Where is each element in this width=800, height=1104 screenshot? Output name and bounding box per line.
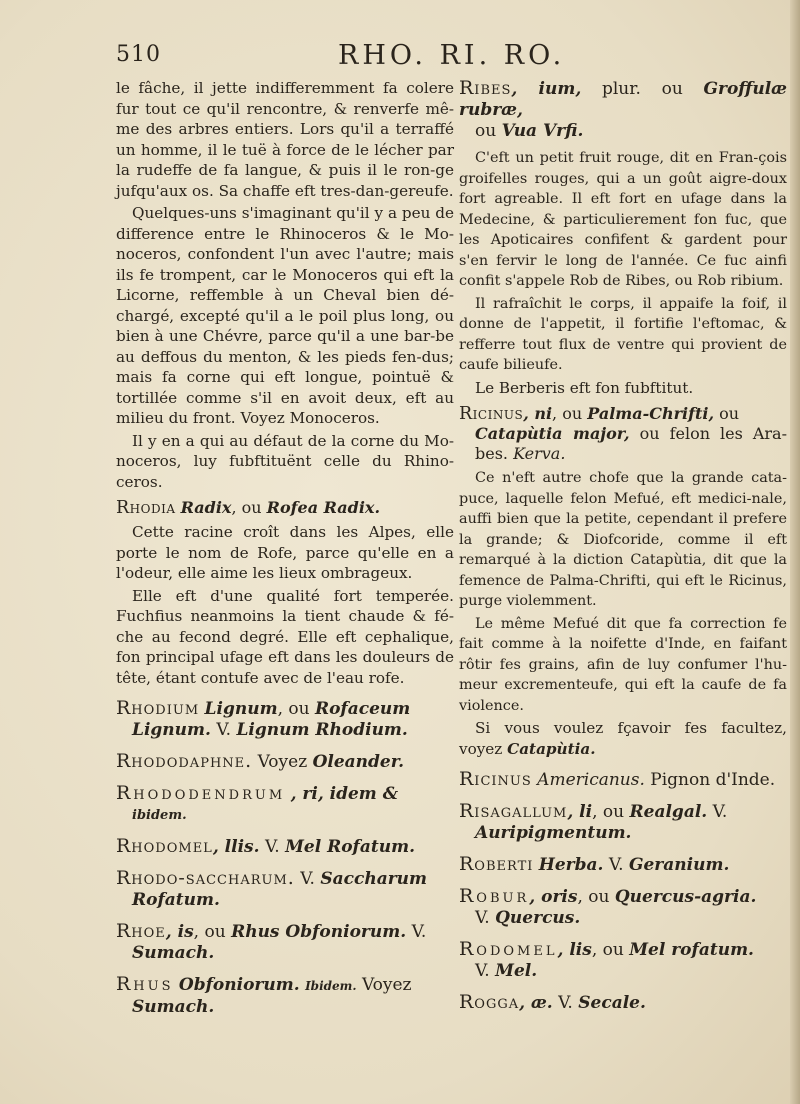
page-number: 510 [116,42,161,67]
dictionary-entry-rhodia [116,498,454,518]
entry-text: Voyez [257,752,308,772]
dictionary-entry-rodomel [459,939,787,982]
entry-text: V. [411,922,427,942]
entry-latin: Americanus. [537,770,645,790]
entry-latin: Geranium. [628,855,730,875]
entry-latin: , is [165,922,194,942]
entry-latin: , ium, [511,79,582,99]
entry-latin: ibidem. [132,808,187,823]
entry-latin: Herba. [538,855,604,875]
headword: Ribes [459,77,512,99]
dictionary-entry-ricinus-americanus [459,769,787,791]
dictionary-entry-rhodo-saccharum [116,868,454,911]
entry-latin: Radix [180,498,232,517]
headword: Robur [459,885,530,907]
headword: Rhodium [116,697,200,719]
entry-latin: , ri, idem & [290,784,399,804]
entry-text: , ou [552,404,583,423]
paragraph: Cette racine croît dans les Alpes, elle porte le nom de Rofe, parce qu'elle en a l'odeur, elle aime les lieux ombrageux. [116,523,454,582]
entry-latin: Lignum [204,699,278,719]
headword: Rodomel [459,938,558,960]
paragraph-text: Si vous voulez fçavoir fes facultez, voyez [459,719,787,758]
entry-text: V. [475,908,490,928]
entry-latin: Mel Rofatum. [285,837,415,857]
headword: Rhododaphne. [116,750,253,772]
headword: Risagallum [459,800,568,822]
dictionary-entry-rhodomel [116,836,454,858]
entry-text: V. [475,961,490,981]
paragraph: Quelques-uns s'imaginant qu'il y a peu de difference entre le Rhinoceros & le Mo-noceros, confondent l'un avec l'autre; mais ils fe trompent, car le Monoceros qui eft la Licorne, reffemble à un Cheval bien dé-chargé, excepté qu'il a le poil plus long, ou bien à une Chévre, parce qu'il a une bar-be au deffous du menton, & les pieds fen-dus; mais fa corne qui eft longue, pointuë & tortillée comme s'il en avoit deux, eft au milieu du front. Voyez Monoceros. [116,204,454,427]
entry-text: , ou [231,498,262,517]
entry-latin: , oris [529,887,578,907]
paragraph: Le Berberis eft fon fubftitut. [475,378,694,397]
entry-text: , ou [193,922,226,942]
entry-text: V. [558,993,573,1013]
right-column [459,78,787,1020]
dictionary-entry-rhoe [116,921,454,964]
headword: Roberti [459,853,534,875]
entry-text: ou [475,121,497,141]
entry-text: plur. ou [601,79,683,99]
headword: Ricinus [459,404,524,424]
dictionary-entry-rhododaphne [116,751,454,773]
entry-text: Voyez [361,975,412,995]
entry-latin: Mel rofatum. [629,940,754,960]
paragraph: Il y en a qui au défaut de la corne du Mo-noceros, luy fubftituënt celle du Rhino-ceros. [116,431,454,491]
headword: Rhodo-saccharum. [116,867,295,889]
headword: Rhoe [116,920,166,942]
entry-latin: Quercus-agria. [614,887,757,907]
dictionary-entry-robur [459,886,787,929]
paragraph: le fâche, il jette indifferemment fa colere fur tout ce qu'il rencontre, & renverfe mê-me des arbres entiers. Lors qu'il a terraffé un homme, il le tuë à force de le lécher par la rudeffe de fa langue, & puis il le ron-ge jufqu'aux os. Sa chaffe eft tres-dan-gereufe. [116,79,454,200]
entry-text: Pignon d'Inde. [650,770,776,790]
dictionary-entry-roberti [459,854,787,876]
entry-latin: Rhus Obfoniorum. [231,922,407,942]
entry-latin: Obfoniorum. [178,975,300,995]
paragraph: C'eft un petit fruit rouge, dit en Fran-çois groifelles rouges, qui a un goût aigre-doux fort agreable. Il eft fort en ufage dans la Medecine, & particulierement fon fuc, que les Apoticaires confifent & gardent pour s'en fervir le long de l'année. Ce fuc ainfi confit s'appele Rob de Ribes, ou Rob ribium. [459,150,787,289]
headword: Rogga [459,991,520,1013]
headword: Rhodia [116,498,176,518]
entry-text: , ou [577,887,610,907]
page-gutter [790,0,800,1104]
entry-latin: , llis. [212,837,260,857]
running-head: RHO. RI. RO. [338,40,566,71]
entry-latin: , lis [557,940,592,960]
dictionary-entry-ricinus [459,404,787,464]
entry-latin: Mel. [495,961,538,981]
entry-latin: Kerva. [513,444,566,463]
cross-reference: Catapùtia. [507,739,596,758]
entry-latin: Lignum. [132,720,211,740]
entry-latin: Saccharum [320,869,428,889]
entry-latin: Lignum Rhodium. [236,720,408,740]
paragraph: Ce n'eft autre chofe que la grande cata-puce, laquelle felon Mefué, eft medici-nale, auffi bien que la petite, cependant il prefere la grande; & Diofcoride, comme il eft remarqué à la diction Catapùtia, dit que la femence de Palma-Chrifti, qui eft le Ricinus, purge violemment. [459,470,787,609]
dictionary-entry-rhus [116,974,454,1018]
entry-latin: Rofatum. [132,890,220,910]
entry-text: V. [300,869,315,889]
entry-latin: Vua Vrfi. [501,121,584,141]
entry-latin: Sumach. [132,997,215,1017]
entry-latin: Groffulæ rubræ, [459,79,787,120]
entry-latin: , li [567,802,593,822]
headword: Rhodomel [116,835,213,857]
entry-text: V. [264,837,280,857]
entry-latin: Quercus. [495,908,581,928]
entry-latin: Auripigmentum. [475,823,632,843]
headword: Ricinus [459,768,532,790]
entry-latin: Rofea Radix. [266,498,381,517]
entry-text: , ou [592,802,625,822]
dictionary-entry-rhodium [116,698,454,741]
page-header [116,38,770,78]
dictionary-entry-rhododendrum [116,783,454,826]
paragraph: Elle eft d'une qualité fort temperée. Fuchfius neanmoins la tient chaude & fé-che au fecond degré. Elle eft cephalique, fon principal ufage eft dans les douleurs de tête, étant contufe avec de l'eau rofe. [116,586,454,687]
entry-text: V. [608,855,624,875]
paragraph [459,718,787,759]
headword: Rhus [116,973,174,995]
entry-text: V. [216,720,232,740]
entry-latin: Rofaceum [314,699,411,719]
paragraph: Le même Mefué dit que fa correction fe fait comme à la noifette d'Inde, en faifant rôtir fes grains, afin de luy confumer l'hu-meur excrementeufe, qui eft la caufe de fa violence. [459,615,787,714]
dictionary-entry-ribes [459,78,787,142]
paragraph: Il rafraîchit le corps, il appaife la foif, il donne de l'appetit, il fortifie l'eftomac, & refferre tout flux de ventre qui provient de caufe bilieufe. [459,295,787,373]
dictionary-entry-risagallum [459,801,787,844]
entry-latin: Palma-Chrifti, [587,404,715,423]
entry-text: V. [712,802,728,822]
entry-latin: Catapùtia major, [475,424,630,443]
entry-text: , ou [277,699,310,719]
entry-latin: Oleander. [312,752,405,772]
entry-text: ou felon les Ara-bes. [475,424,787,463]
entry-latin: Realgal. [629,802,708,822]
entry-latin: , æ. [519,993,553,1013]
entry-latin: Secale. [578,993,646,1013]
entry-latin: , ni [523,404,553,423]
left-column [116,78,454,1024]
headword: Rhododendrum [116,782,286,804]
entry-text: ou [719,404,740,423]
entry-latin: Ibidem. [305,979,357,993]
entry-latin: Sumach. [132,943,215,963]
entry-text: , ou [591,940,624,960]
dictionary-entry-rogga [459,992,787,1014]
